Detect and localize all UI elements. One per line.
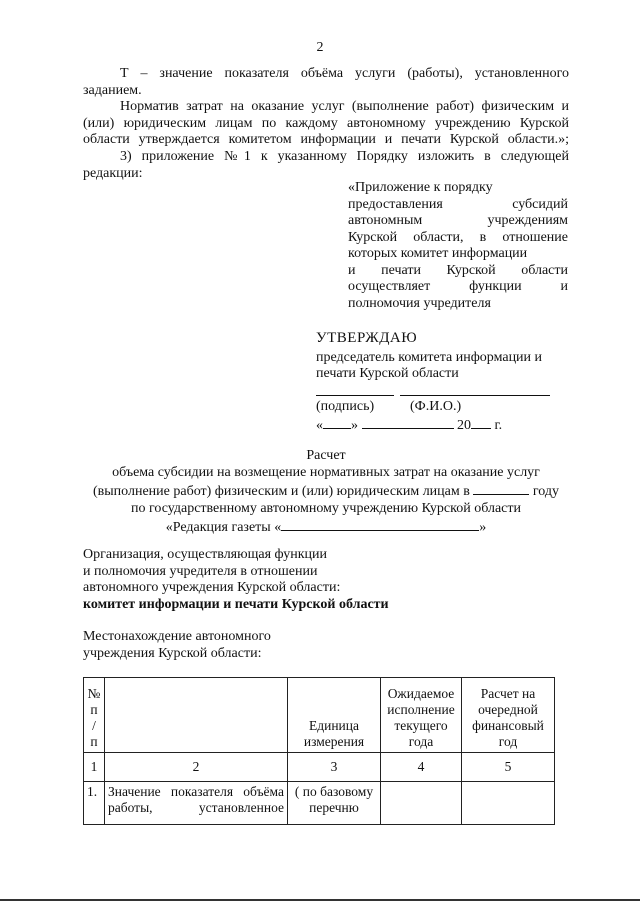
annex-line: осуществляет функции и (348, 279, 568, 294)
approve-position: председатель комитета информации и (316, 349, 543, 365)
table-cell: 1 (84, 753, 105, 782)
annex-header (348, 180, 568, 312)
month-blank (362, 415, 454, 429)
newspaper-name-blank (281, 517, 479, 531)
date-open-quote: « (316, 417, 323, 433)
approval-block (316, 330, 576, 434)
text-line: заданием. (83, 82, 142, 98)
header-cell-name (105, 678, 288, 753)
page-number: 2 (316, 40, 324, 55)
approve-organization: печати Курской области (316, 366, 459, 381)
header-cell-next-year: Расчет на очередной финансовый год (462, 678, 555, 753)
title-line: Расчет (306, 448, 346, 463)
table-cell (381, 782, 462, 825)
year-blank (471, 415, 491, 429)
text-line: области утверждается комитетом информации и печати Курской области.»; (83, 132, 569, 147)
title-line-part: (выполнение работ) физическим и (или) юридическим лицам в (93, 484, 470, 499)
calculation-title (83, 448, 569, 537)
signature-labels (316, 397, 576, 414)
signature-label: (подпись) (316, 398, 375, 414)
date-close-quote: » (351, 417, 358, 433)
table-cell: 2 (105, 753, 288, 782)
table-cell: ( по базовому перечню (288, 782, 381, 825)
annex-line: предоставления субсидий (348, 196, 568, 212)
scan-bottom-edge (0, 899, 640, 901)
date-suffix: г. (494, 417, 503, 433)
day-blank (323, 415, 351, 429)
fio-line (400, 383, 550, 396)
signature-line (316, 383, 394, 396)
annex-line: «Приложение к порядку (348, 180, 493, 195)
paragraph-t-definition (83, 66, 569, 99)
text-line: редакции: (83, 165, 143, 181)
table-row (84, 782, 555, 825)
annex-line: полномочия учредителя (348, 295, 491, 311)
approve-date (316, 415, 576, 435)
table-header-row (84, 678, 555, 753)
annex-line: Курской области, в отношение (348, 229, 568, 245)
table-cell: 4 (381, 753, 462, 782)
title-line-part: » (479, 520, 487, 535)
title-line: объема субсидии на возмещение нормативных затрат на оказание услуг (112, 464, 540, 480)
table-row (84, 753, 555, 782)
organization-block (83, 547, 389, 613)
header-cell-expected: Ожидаемое исполнение текущего года (381, 678, 462, 753)
table-cell: 5 (462, 753, 555, 782)
table-cell (462, 782, 555, 825)
paragraph-normative (83, 99, 569, 149)
title-line (83, 481, 569, 501)
fio-label: (Ф.И.О.) (410, 398, 462, 414)
location-block (83, 629, 271, 662)
annex-line: которых комитет информации (348, 246, 528, 261)
header-cell-unit: Единица измерения (288, 678, 381, 753)
paragraph-item-3 (83, 149, 569, 182)
text-line: Т – значение показателя объёма услуги (работы), установленного (120, 66, 569, 81)
title-line (83, 517, 569, 537)
header-cell-number: № п / п (84, 678, 105, 753)
text-line: 3) приложение №1 к указанному Порядку изложить в следующей (120, 149, 569, 164)
org-line: и полномочия учредителя в отношении (83, 563, 318, 579)
location-line: учреждения Курской области: (83, 645, 262, 661)
table-cell: 3 (288, 753, 381, 782)
table-cell: 1. (84, 782, 105, 825)
title-line: по государственному автономному учреждению Курской области (130, 500, 522, 516)
title-line-part: «Редакция газеты « (165, 520, 282, 535)
date-year-prefix: 20 (457, 417, 471, 433)
org-name: комитет информации и печати Курской области (83, 596, 389, 612)
calculation-table (83, 677, 555, 825)
text-line: (или) юридическим лицам по каждому автономному учреждению Курской (83, 115, 569, 131)
annex-line: и печати Курской области (348, 262, 568, 278)
org-line: автономного учреждения Курской области: (83, 580, 341, 595)
location-line: Местонахождение автономного (83, 629, 271, 644)
org-line: Организация, осуществляющая функции (83, 547, 328, 562)
table-cell: Значение показателя объёма работы, установленное (105, 782, 288, 825)
text-line: Норматив затрат на оказание услуг (выполнение работ) физическим и (120, 99, 569, 114)
signature-lines (316, 383, 576, 397)
year-blank (473, 481, 529, 495)
title-line-part: году (532, 484, 559, 499)
approve-title: УТВЕРЖДАЮ (316, 330, 418, 346)
annex-line: автономным учреждениям (348, 213, 568, 228)
